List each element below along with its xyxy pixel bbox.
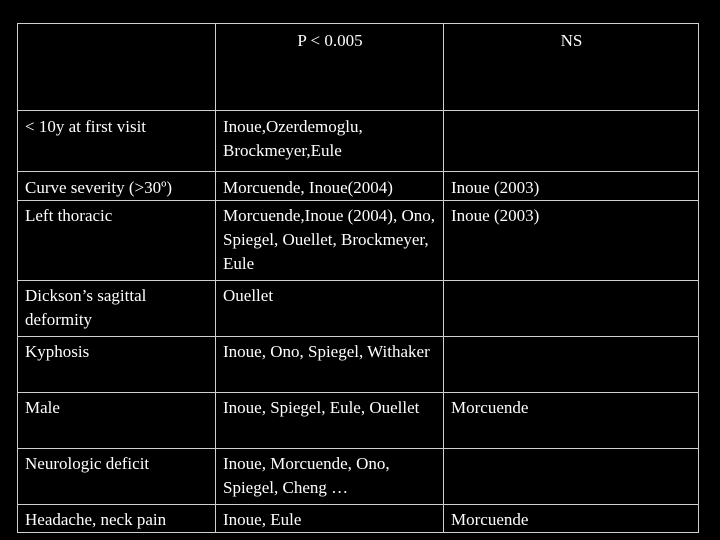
factor-cell: Headache, neck pain xyxy=(18,505,216,533)
ns-cell xyxy=(444,111,699,172)
factor-cell: Neurologic deficit xyxy=(18,449,216,505)
significant-cell: Inoue, Spiegel, Eule, Ouellet xyxy=(216,393,444,449)
ns-cell: Inoue (2003) xyxy=(444,172,699,201)
ns-cell: Morcuende xyxy=(444,505,699,533)
header-row xyxy=(18,24,699,111)
factor-cell: Left thoracic xyxy=(18,201,216,281)
ns-cell xyxy=(444,281,699,337)
factor-cell: < 10y at first visit xyxy=(18,111,216,172)
table-row xyxy=(18,281,699,337)
factor-cell: Dickson’s sagittal deformity xyxy=(18,281,216,337)
ns-cell xyxy=(444,337,699,393)
header-cell-ns: NS xyxy=(444,24,699,111)
ns-cell: Morcuende xyxy=(444,393,699,449)
table-row xyxy=(18,449,699,505)
table-row xyxy=(18,111,699,172)
significant-cell: Inoue,Ozerdemoglu, Brockmeyer,Eule xyxy=(216,111,444,172)
header-cell-significant: P < 0.005 xyxy=(216,24,444,111)
table-row xyxy=(18,201,699,281)
significant-cell: Inoue, Ono, Spiegel, Withaker xyxy=(216,337,444,393)
risk-factor-table xyxy=(17,23,699,533)
significant-cell: Morcuende, Inoue(2004) xyxy=(216,172,444,201)
ns-cell xyxy=(444,449,699,505)
significant-cell: Ouellet xyxy=(216,281,444,337)
header-cell-factor xyxy=(18,24,216,111)
factor-cell: Kyphosis xyxy=(18,337,216,393)
table-row xyxy=(18,393,699,449)
table-row xyxy=(18,172,699,201)
significant-cell: Inoue, Morcuende, Ono, Spiegel, Cheng … xyxy=(216,449,444,505)
significant-cell: Morcuende,Inoue (2004), Ono, Spiegel, Ouellet, Brockmeyer, Eule xyxy=(216,201,444,281)
factor-cell: Male xyxy=(18,393,216,449)
ns-cell: Inoue (2003) xyxy=(444,201,699,281)
factor-cell: Curve severity (>30º) xyxy=(18,172,216,201)
significant-cell: Inoue, Eule xyxy=(216,505,444,533)
table-row xyxy=(18,505,699,533)
table-row xyxy=(18,337,699,393)
